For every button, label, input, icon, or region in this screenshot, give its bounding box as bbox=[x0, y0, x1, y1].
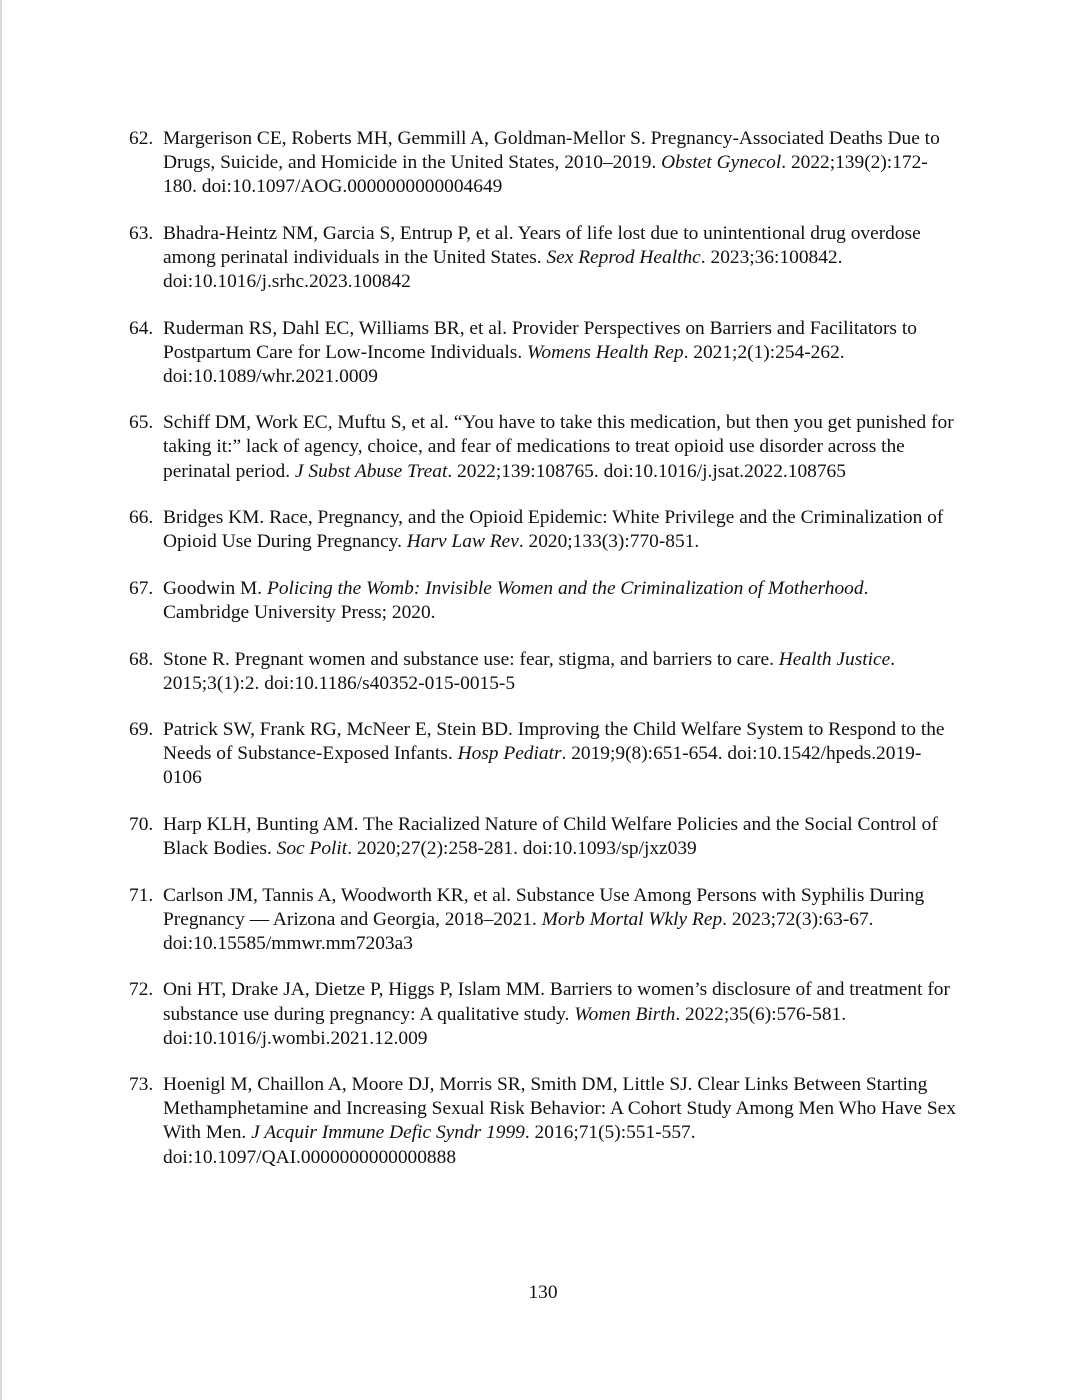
reference-item bbox=[129, 884, 959, 956]
reference-citation: . 2023;36:100842. doi:10.1016/j.srhc.2023.100842 bbox=[163, 246, 843, 292]
reference-number: 71. bbox=[129, 884, 154, 906]
reference-journal: Soc Polit bbox=[276, 838, 348, 860]
reference-text bbox=[163, 1073, 959, 1169]
reference-item bbox=[129, 577, 959, 625]
reference-number: 69. bbox=[129, 719, 154, 741]
reference-citation: . 2020;133(3):770-851. bbox=[518, 531, 700, 553]
reference-journal: Women Birth bbox=[574, 1003, 676, 1025]
reference-item bbox=[129, 317, 959, 389]
reference-number: 72. bbox=[129, 979, 154, 1001]
reference-citation: . 2022;35(6):576-581. doi:10.1016/j.wombi.2021.12.009 bbox=[163, 1003, 847, 1049]
reference-journal: Hosp Pediatr bbox=[457, 743, 562, 765]
reference-citation: . 2023;72(3):63-67. doi:10.15585/mmwr.mm7203a3 bbox=[163, 908, 874, 954]
reference-citation: . 2022;139(2):172-180. doi:10.1097/AOG.0000000000004649 bbox=[163, 152, 928, 198]
reference-text bbox=[163, 718, 959, 790]
reference-text bbox=[163, 577, 959, 625]
reference-number: 70. bbox=[129, 813, 154, 835]
reference-citation: . Cambridge University Press; 2020. bbox=[163, 577, 869, 623]
reference-text bbox=[163, 506, 959, 554]
reference-authors-title: Stone R. Pregnant women and substance use: fear, stigma, and barriers to care. bbox=[163, 648, 779, 670]
reference-item bbox=[129, 1073, 959, 1169]
reference-journal: J Acquir Immune Defic Syndr 1999 bbox=[251, 1122, 525, 1144]
reference-item bbox=[129, 411, 959, 483]
reference-authors-title: Hoenigl M, Chaillon A, Moore DJ, Morris SR, Smith DM, Little SJ. Clear Links Between Starting Methamphetamine and Increasing Sexual Risk Behavior: A Cohort Study Among Men Who Have Sex With Men. bbox=[163, 1074, 956, 1144]
reference-citation: . 2016;71(5):551-557. doi:10.1097/QAI.0000000000000888 bbox=[163, 1122, 696, 1168]
reference-authors-title: Schiff DM, Work EC, Muftu S, et al. “You have to take this medication, but then you get punished for taking it:” lack of agency, choice, and fear of medications to treat opioid use disorder across the perinatal period. bbox=[163, 412, 954, 482]
reference-text bbox=[163, 648, 959, 696]
reference-authors-title: Margerison CE, Roberts MH, Gemmill A, Goldman-Mellor S. Pregnancy-Associated Deaths Due to Drugs, Suicide, and Homicide in the United States, 2010–2019. bbox=[163, 128, 940, 174]
reference-number: 64. bbox=[129, 317, 154, 339]
reference-item bbox=[129, 813, 959, 861]
reference-journal: J Subst Abuse Treat bbox=[294, 460, 448, 482]
reference-text bbox=[163, 317, 959, 389]
reference-number: 65. bbox=[129, 412, 154, 434]
reference-text bbox=[163, 978, 959, 1050]
reference-list bbox=[129, 127, 959, 1192]
reference-journal: Policing the Womb: Invisible Women and the Criminalization of Motherhood bbox=[266, 577, 864, 599]
reference-number: 73. bbox=[129, 1074, 154, 1096]
reference-item bbox=[129, 127, 959, 199]
page-number: 130 bbox=[528, 1282, 558, 1303]
reference-text bbox=[163, 127, 959, 199]
reference-authors-title: Bhadra-Heintz NM, Garcia S, Entrup P, et al. Years of life lost due to unintentional drug overdose among perinatal individuals in the United States. bbox=[163, 222, 921, 268]
reference-number: 67. bbox=[129, 577, 154, 599]
reference-journal: Sex Reprod Healthc bbox=[546, 246, 701, 268]
reference-journal: Obstet Gynecol bbox=[661, 152, 782, 174]
reference-authors-title: Bridges KM. Race, Pregnancy, and the Opioid Epidemic: White Privilege and the Criminalization of Opioid Use During Pregnancy. bbox=[163, 507, 944, 553]
reference-authors-title: Oni HT, Drake JA, Dietze P, Higgs P, Islam MM. Barriers to women’s disclosure of and treatment for substance use during pregnancy: A qualitative study. bbox=[163, 979, 950, 1025]
reference-text bbox=[163, 884, 959, 956]
reference-citation: . 2019;9(8):651-654. doi:10.1542/hpeds.2019-0106 bbox=[163, 743, 922, 789]
reference-journal: Morb Mortal Wkly Rep bbox=[541, 908, 723, 930]
reference-journal: Health Justice bbox=[778, 648, 891, 670]
reference-number: 62. bbox=[129, 128, 154, 149]
reference-citation: . 2020;27(2):258-281. doi:10.1093/sp/jxz039 bbox=[347, 838, 697, 860]
reference-citation: . 2015;3(1):2. doi:10.1186/s40352-015-0015-5 bbox=[163, 648, 896, 694]
reference-authors-title: Carlson JM, Tannis A, Woodworth KR, et al. Substance Use Among Persons with Syphilis During Pregnancy — Arizona and Georgia, 2018–2021. bbox=[163, 884, 925, 930]
reference-authors-title: Patrick SW, Frank RG, McNeer E, Stein BD. Improving the Child Welfare System to Respond to the Needs of Substance-Exposed Infants. bbox=[163, 719, 945, 765]
reference-journal: Harv Law Rev bbox=[406, 531, 519, 553]
reference-text bbox=[163, 222, 959, 294]
reference-authors-title: Ruderman RS, Dahl EC, Williams BR, et al. Provider Perspectives on Barriers and Facilitators to Postpartum Care for Low-Income Individuals. bbox=[163, 317, 917, 363]
reference-number: 68. bbox=[129, 648, 154, 670]
reference-item bbox=[129, 978, 959, 1050]
reference-citation: . 2022;139:108765. doi:10.1016/j.jsat.2022.108765 bbox=[447, 460, 846, 482]
reference-citation: . 2021;2(1):254-262. doi:10.1089/whr.2021.0009 bbox=[163, 341, 845, 387]
reference-journal: Womens Health Rep bbox=[527, 341, 684, 363]
reference-item bbox=[129, 222, 959, 294]
reference-text bbox=[163, 813, 959, 861]
reference-authors-title: Goodwin M. bbox=[163, 577, 267, 599]
reference-authors-title: Harp KLH, Bunting AM. The Racialized Nature of Child Welfare Policies and the Social Control of Black Bodies. bbox=[163, 813, 938, 860]
reference-item bbox=[129, 648, 959, 696]
reference-number: 66. bbox=[129, 507, 154, 529]
reference-item bbox=[129, 506, 959, 554]
reference-item bbox=[129, 718, 959, 790]
reference-text bbox=[163, 411, 959, 483]
reference-number: 63. bbox=[129, 222, 154, 244]
